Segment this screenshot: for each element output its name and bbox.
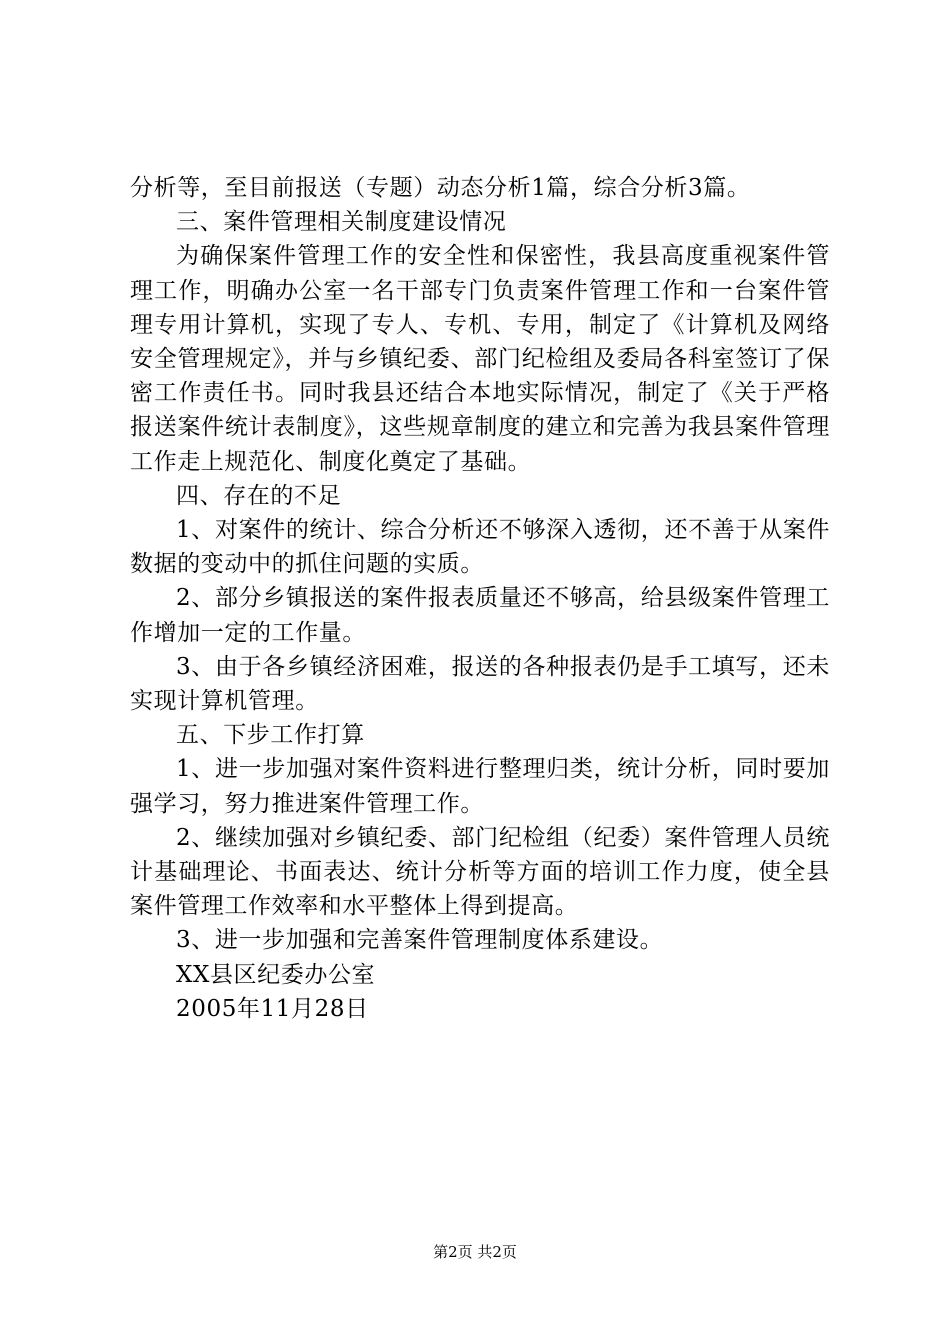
section-heading-5: 五、下步工作打算	[176, 722, 365, 749]
plan-item-2: 2、继续加强对乡镇纪委、部门纪检组（纪委）案件管理人员统计基础理论、书面表达、统计分析等方面的培训工作力度，使全县案件管理工作效率和水平整体上得到提高。	[130, 824, 830, 920]
shortcoming-item-1: 1、对案件的统计、综合分析还不够深入透彻，还不善于从案件数据的变动中的抓住问题的实质。	[130, 517, 830, 578]
plan-item-3: 3、进一步加强和完善案件管理制度体系建设。	[176, 927, 664, 954]
paragraph-system-building: 为确保案件管理工作的安全性和保密性，我县高度重视案件管理工作，明确办公室一名干部专门负责案件管理工作和一台案件管理专用计算机，实现了专人、专机、专用，制定了《计算机及网络安全管理规定》，并与乡镇纪委、部门纪检组及委局各科室签订了保密工作责任书。同时我县还结合本地实际情况，制定了《关于严格报送案件统计表制度》，这些规章制度的建立和完善为我县案件管理工作走上规范化、制度化奠定了基础。	[130, 243, 830, 475]
signature-date: 2005年11月28日	[176, 995, 369, 1022]
signature-office: XX县区纪委办公室	[176, 961, 376, 988]
shortcoming-item-3: 3、由于各乡镇经济困难，报送的各种报表仍是手工填写，还未实现计算机管理。	[130, 653, 830, 715]
shortcoming-item-2: 2、部分乡镇报送的案件报表质量还不够高，给县级案件管理工作增加一定的工作量。	[130, 585, 830, 646]
document-body	[130, 171, 830, 1026]
plan-item-1: 1、进一步加强对案件资料进行整理归类，统计分析，同时要加强学习，努力推进案件管理工作。	[130, 756, 830, 817]
paragraph-continuation: 分析等，至目前报送（专题）动态分析1篇，综合分析3篇。	[130, 175, 751, 201]
section-heading-4: 四、存在的不足	[176, 482, 342, 509]
section-heading-3: 三、案件管理相关制度建设情况	[176, 209, 507, 236]
page-number-footer: 第2页 共2页	[433, 1243, 517, 1261]
